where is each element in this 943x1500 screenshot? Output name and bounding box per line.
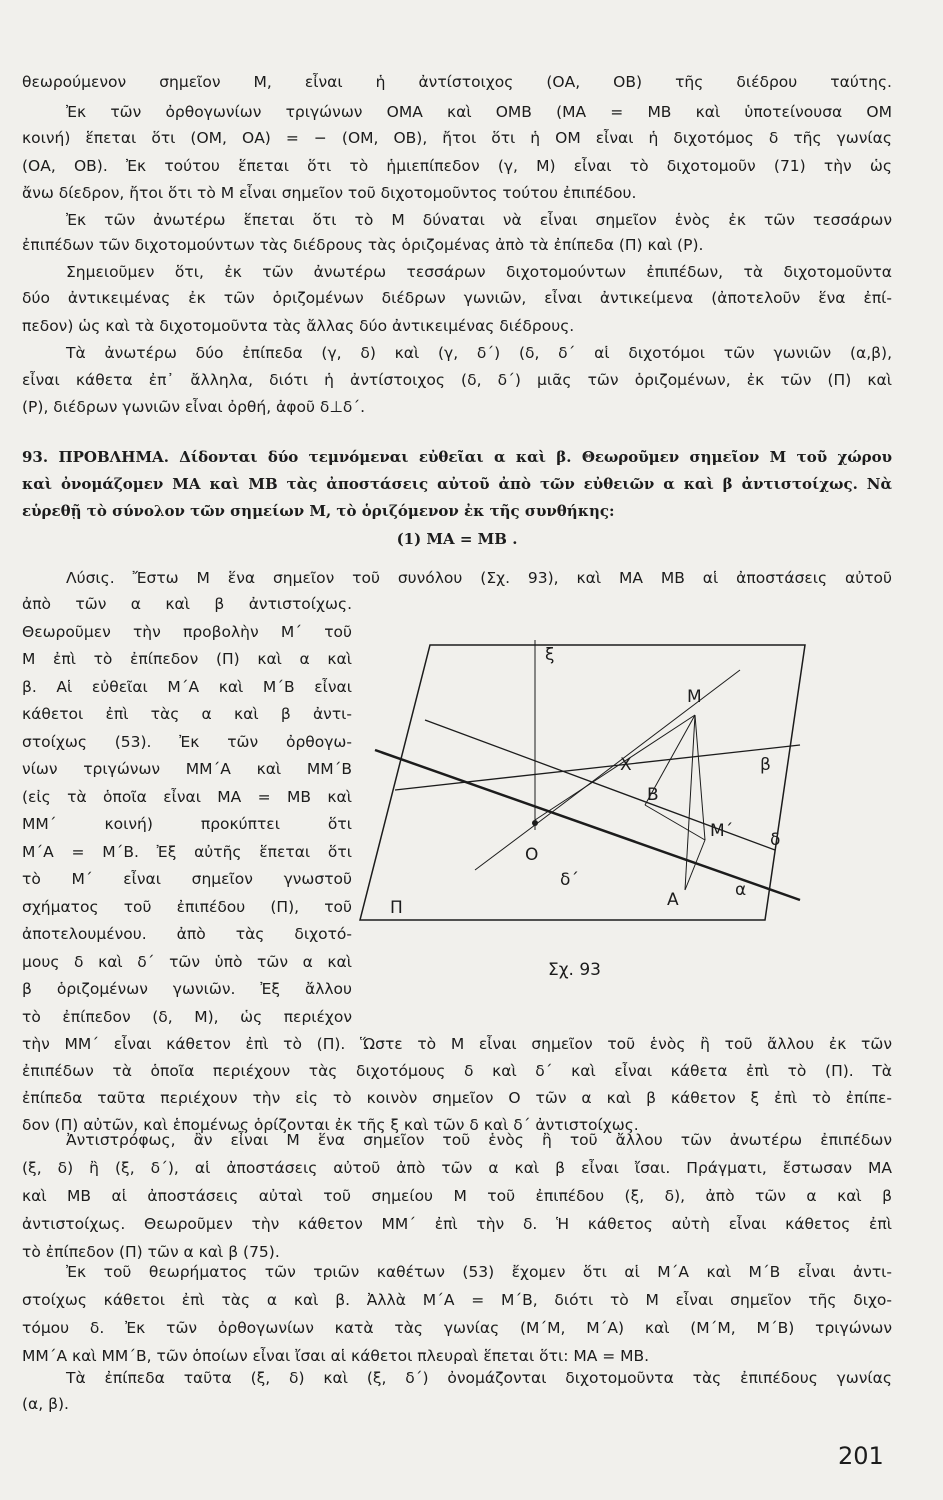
- problem-line: καὶ ὀνομάζομεν ΜΑ καὶ ΜΒ τὰς ἀποστάσεις αὐτοῦ ἀπὸ τῶν εὐθειῶν α καὶ β ἀντιστοίχως. Νὰ: [22, 475, 892, 493]
- text-line: κάθετοι ἐπὶ τὰς α καὶ β ἀντι-: [22, 705, 352, 723]
- text-line: ἀπὸ τῶν α καὶ β ἀντιστοίχως.: [22, 595, 352, 613]
- text-line: ἐπίπεδα ταῦτα περιέχουν τὴν εἰς τὸ κοινὸν σημεῖον Ο τῶν α καὶ β κάθετον ξ ἐπὶ τὸ ἐπίπε-: [22, 1089, 892, 1107]
- line-beta: [395, 745, 800, 790]
- text-line: δύο ἀντικειμένας ἐκ τῶν ὁριζομένων διέδρων γωνιῶν, εἶναι ἀντικείμενα (ἀποτελοῦν ἕνα ἐπί-: [22, 289, 892, 307]
- text-line: (Ρ), διέδρων γωνιῶν εἶναι ὀρθή, ἀφοῦ δ⊥δ΄.: [22, 398, 366, 416]
- figure-93: [345, 630, 815, 960]
- text-line: ΜΜ΄ κοινή) προκύπτει ὅτι: [22, 815, 352, 833]
- problem-line: εὑρεθῇ τὸ σύνολον τῶν σημείων Μ, τὸ ὁριζόμενον ἐκ τῆς συνθήκης:: [22, 502, 615, 520]
- text-line: τόμου δ. Ἐκ τῶν ὀρθογωνίων κατὰ τὰς γωνίας (Μ΄Μ, Μ΄Α) καὶ (Μ΄Μ, Μ΄Β) τριγώνων: [22, 1319, 892, 1337]
- text-line: ἐπιπέδων τὰ ὁποῖα περιέχουν τὰς διχοτόμους δ καὶ δ΄ καὶ εἶναι κάθετα ἐπὶ τὸ (Π). Τὰ: [22, 1062, 892, 1080]
- label-B: B: [647, 785, 659, 805]
- text-line: Τὰ ἀνωτέρω δύο ἐπίπεδα (γ, δ) καὶ (γ, δ΄) (δ, δ΄ αἱ διχοτόμοι τῶν γωνιῶν (α,β),: [66, 344, 892, 362]
- text-line: Ἐκ τοῦ θεωρήματος τῶν τριῶν καθέτων (53) ἔχομεν ὅτι αἱ Μ΄Α καὶ Μ΄Β εἶναι ἀντι-: [66, 1263, 892, 1281]
- text-line: στοίχως (53). Ἐκ τῶν ὀρθογω-: [22, 732, 352, 751]
- line-alpha: [375, 750, 800, 900]
- label-M: M: [687, 687, 702, 707]
- text-line: ἀποτελουμένου. ἀπὸ τὰς διχοτό-: [22, 925, 352, 943]
- label-Pi: Π: [390, 898, 403, 918]
- label-A: A: [667, 890, 679, 910]
- text-line: β ὁριζομένων γωνιῶν. Ἐξ ἄλλου: [22, 980, 352, 998]
- text-line: δον (Π) αὐτῶν, καὶ ἑπομένως ὁρίζονται ἐκ τῆς ξ καὶ τῶν δ καὶ δ΄ ἀντιστοίχως.: [22, 1116, 639, 1134]
- label-X: X: [620, 755, 632, 775]
- text-line: Μ ἐπὶ τὸ ἐπίπεδον (Π) καὶ α καὶ: [22, 650, 352, 668]
- text-line: τὴν ΜΜ΄ εἶναι κάθετον ἐπὶ τὸ (Π). Ὥστε τὸ Μ εἶναι σημεῖον τοῦ ἑνὸς ἢ τοῦ ἄλλου ἐκ τῶν: [22, 1035, 892, 1053]
- label-alpha: α: [735, 880, 747, 900]
- text-line: νίων τριγώνων ΜΜ΄Α καὶ ΜΜ΄Β: [22, 760, 352, 778]
- text-line: Ἐκ τῶν ἀνωτέρω ἕπεται ὅτι τὸ Μ δύναται νὰ εἶναι σημεῖον ἑνὸς ἐκ τῶν τεσσάρων: [66, 211, 892, 229]
- text-line: θεωρούμενον σημεῖον M, εἶναι ἡ ἀντίστοιχος (ΟΑ, ΟΒ) τῆς διέδρου ταύτης.: [22, 73, 892, 91]
- label-Mprime: M΄: [710, 821, 734, 841]
- point-O: [532, 820, 538, 826]
- label-beta: β: [760, 755, 771, 775]
- text-line: κοινή) ἕπεται ὅτι (ΟΜ, ΟΑ) = − (ΟΜ, ΟΒ), ἤτοι ὅτι ἡ ΟΜ εἶναι ἡ διχοτόμος δ τῆς γωνίας: [22, 129, 892, 147]
- text-line: τὸ ἐπίπεδον (Π) τῶν α καὶ β (75).: [22, 1243, 280, 1261]
- text-line: (εἰς τὰ ὁποῖα εἶναι ΜΑ = ΜΒ καὶ: [22, 787, 352, 806]
- label-delta: δ: [770, 830, 781, 850]
- figure-caption: Σχ. 93: [548, 960, 602, 980]
- label-xi: ξ: [545, 645, 555, 665]
- condition-equation: (1) ΜΑ = ΜΒ .: [396, 530, 518, 548]
- text-line: σχήματος τοῦ ἐπιπέδου (Π), τοῦ: [22, 897, 352, 916]
- text-line: τὸ Μ΄ εἶναι σημεῖον γνωστοῦ: [22, 870, 352, 888]
- text-line: (ξ, δ) ἢ (ξ, δ΄), αἱ ἀποστάσεις αὐτοῦ ἀπὸ τῶν α καὶ β εἶναι ἴσαι. Πράγματι, ἔστωσαν ΜΑ: [22, 1159, 892, 1177]
- text-line: ἄνω δίεδρον, ἤτοι ὅτι τὸ Μ εἶναι σημεῖον τοῦ διχοτομοῦντος τούτου ἐπιπέδου.: [22, 184, 637, 202]
- line-OM: [535, 715, 695, 820]
- text-line: (ΟΑ, ΟΒ). Ἐκ τούτου ἕπεται ὅτι τὸ ἡμιεπίπεδον (γ, Μ) εἶναι τὸ διχοτομοῦν (71) τὴν ὡς: [22, 157, 892, 175]
- line-deltaprime: [535, 670, 740, 825]
- text-line: ἐπιπέδων τῶν διχοτομούντων τὰς διέδρους τὰς ὁριζομένας ἀπὸ τὰ ἐπίπεδα (Π) καὶ (Ρ).: [22, 236, 704, 254]
- line-BMprime: [645, 805, 705, 840]
- text-line: καὶ ΜΒ αἱ ἀποστάσεις αὐταὶ τοῦ σημείου Μ τοῦ ἐπιπέδου (ξ, δ), ἀπὸ τῶν α καὶ β: [22, 1187, 892, 1205]
- text-line: πεδον) ὡς καὶ τὰ διχοτομοῦντα τὰς ἄλλας δύο ἀντικειμένας διέδρους.: [22, 317, 575, 335]
- text-line: στοίχως κάθετοι ἐπὶ τὰς α καὶ β. Ἀλλὰ Μ΄Α = Μ΄Β, διότι τὸ Μ εἶναι σημεῖον τῆς διχο-: [22, 1291, 892, 1309]
- line-MA: [685, 715, 695, 890]
- text-line: Τὰ ἐπίπεδα ταῦτα (ξ, δ) καὶ (ξ, δ΄) ὀνομάζονται διχοτομοῦντα τὰς ἐπιπέδους γωνίας: [66, 1369, 892, 1387]
- text-line: Θεωροῦμεν τὴν προβολὴν Μ΄ τοῦ: [22, 622, 352, 641]
- text-line: μους δ καὶ δ΄ τῶν ὑπὸ τῶν α καὶ: [22, 952, 352, 971]
- text-line: τὸ ἐπίπεδον (δ, Μ), ὡς περιέχον: [22, 1007, 352, 1026]
- text-line: Σημειοῦμεν ὅτι, ἐκ τῶν ἀνωτέρω τεσσάρων διχοτομούντων ἐπιπέδων, τὰ διχοτομοῦντα: [66, 263, 892, 281]
- text-line: Ἐκ τῶν ὀρθογωνίων τριγώνων ΟΜΑ καὶ ΟΜΒ (ΜΑ = ΜΒ καὶ ὑποτείνουσα ΟΜ: [66, 103, 892, 121]
- page-number: 201: [838, 1442, 884, 1470]
- problem-title: 93. ΠΡΟΒΛΗΜΑ. Δίδονται δύο τεμνόμεναι εὐθεῖαι α καὶ β. Θεωροῦμεν σημεῖον Μ τοῦ χώρου: [22, 448, 892, 466]
- text-line: εἶναι κάθετα ἐπ᾽ ἄλληλα, διότι ἡ ἀντίστοιχος (δ, δ΄) μιᾶς τῶν ὁριζομένων, ἐκ τῶν (Π) καὶ: [22, 371, 892, 389]
- label-O: O: [525, 845, 539, 865]
- text-line: ΜΜ΄Α καὶ ΜΜ΄Β, τῶν ὁποίων εἶναι ἴσαι αἱ κάθετοι πλευραὶ ἕπεται ὅτι: ΜΑ = ΜΒ.: [22, 1347, 650, 1365]
- text-line: β. Αἱ εὐθεῖαι Μ΄Α καὶ Μ΄Β εἶναι: [22, 677, 352, 696]
- text-line: Ἀντιστρόφως, ἂν εἶναι Μ ἕνα σημεῖον τοῦ ἑνὸς ἢ τοῦ ἄλλου τῶν ἀνωτέρω ἐπιπέδων: [66, 1131, 892, 1149]
- label-deltaprime: δ΄: [560, 870, 579, 890]
- text-line: (α, β).: [22, 1395, 69, 1413]
- text-line: ἀντιστοίχως. Θεωροῦμεν τὴν κάθετον ΜΜ΄ ἐπὶ τὴν δ. Ἡ κάθετος αὐτὴ εἶναι κάθετος ἐπὶ: [22, 1215, 892, 1233]
- text-line: Μ΄Α = Μ΄Β. Ἐξ αὐτῆς ἕπεται ὅτι: [22, 842, 352, 861]
- solution-head: Λύσις. Ἔστω Μ ἕνα σημεῖον τοῦ συνόλου (Σχ. 93), καὶ ΜΑ ΜΒ αἱ ἀποστάσεις αὐτοῦ: [66, 569, 892, 587]
